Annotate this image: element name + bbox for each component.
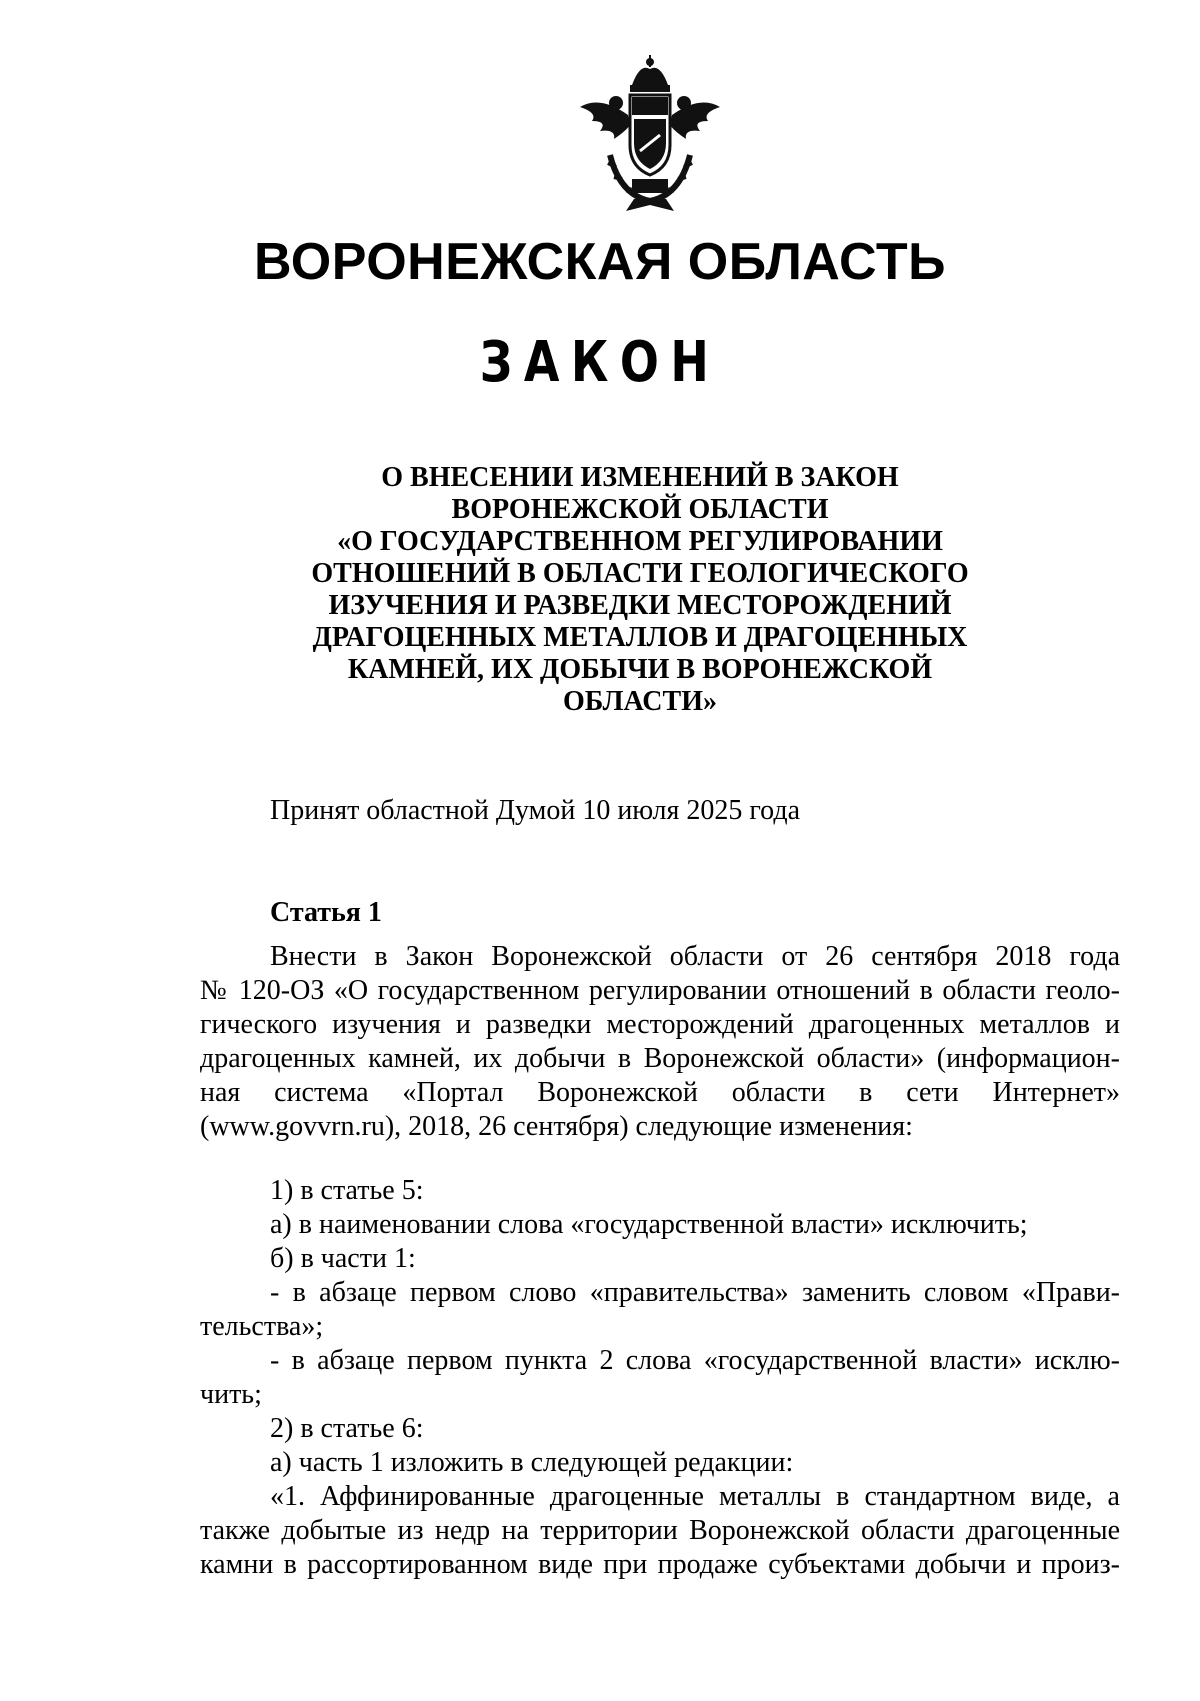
paragraph-line: тельства»; [200,1311,324,1342]
title-line: ВОРОНЕЖСКОЙ ОБЛАСТИ [451,494,829,525]
title-line: ДРАГОЦЕННЫХ МЕТАЛЛОВ И ДРАГОЦЕННЫХ [312,622,968,653]
article-body [200,940,1120,1582]
article-heading: Статья 1 [270,897,382,928]
paragraph-line: чить; [200,1379,262,1410]
paragraph-line: - в абзаце первом пункта 2 слова «государственной власти» исклю- [270,1345,1120,1376]
title-line: «О ГОСУДАРСТВЕННОМ РЕГУЛИРОВАНИИ [337,526,943,557]
paragraph-line: (www.govvrn.ru), 2018, 26 сентября) следующие изменения: [200,1111,913,1142]
title-line: КАМНЕЙ, ИХ ДОБЫЧИ В ВОРОНЕЖСКОЙ [347,654,933,685]
paragraph-line: а) часть 1 изложить в следующей редакции: [270,1447,794,1478]
title-line: О ВНЕСЕНИИ ИЗМЕНЕНИЙ В ЗАКОН [381,462,899,493]
paragraph-line: ная система «Портал Воронежской области в сети Интернет» [200,1077,1120,1108]
law-title [300,462,980,718]
paragraph-line: Внести в Закон Воронежской области от 26 сентября 2018 года [270,941,1120,972]
coat-of-arms-icon [570,55,730,215]
paragraph-line: а) в наименовании слова «государственной власти» исключить; [270,1209,1028,1240]
paragraph-line: камни в рассортированном виде при продаже субъектами добычи и произ- [200,1549,1120,1580]
adoption-date: Принят областной Думой 10 июля 2025 года [270,795,801,826]
paragraph-line: «1. Аффинированные драгоценные металлы в стандартном виде, а [270,1481,1120,1512]
paragraph-line: № 120-ОЗ «О государственном регулировании отношений в области геоло- [200,975,1120,1006]
paragraph-line: 1) в статье 5: [270,1175,424,1206]
paragraph-line: гического изучения и разведки месторождений драгоценных металлов и [200,1009,1120,1040]
paragraph-line: драгоценных камней, их добычи в Воронежской области» (информацион- [200,1043,1120,1074]
title-line: ОБЛАСТИ» [563,686,717,717]
document-type: ЗАКОН [479,330,721,395]
paragraph-line: также добытые из недр на территории Воронежской области драгоценные [200,1515,1120,1546]
paragraph-line: б) в части 1: [270,1243,416,1274]
title-line: ОТНОШЕНИЙ В ОБЛАСТИ ГЕОЛОГИЧЕСКОГО [311,558,969,589]
paragraph-line: 2) в статье 6: [270,1413,424,1444]
region-name: ВОРОНЕЖСКАЯ ОБЛАСТЬ [254,233,946,291]
paragraph-line: - в абзаце первом слово «правительства» заменить словом «Прави- [270,1277,1120,1308]
spacer [200,1144,1120,1174]
title-line: ИЗУЧЕНИЯ И РАЗВЕДКИ МЕСТОРОЖДЕНИЙ [328,590,952,621]
